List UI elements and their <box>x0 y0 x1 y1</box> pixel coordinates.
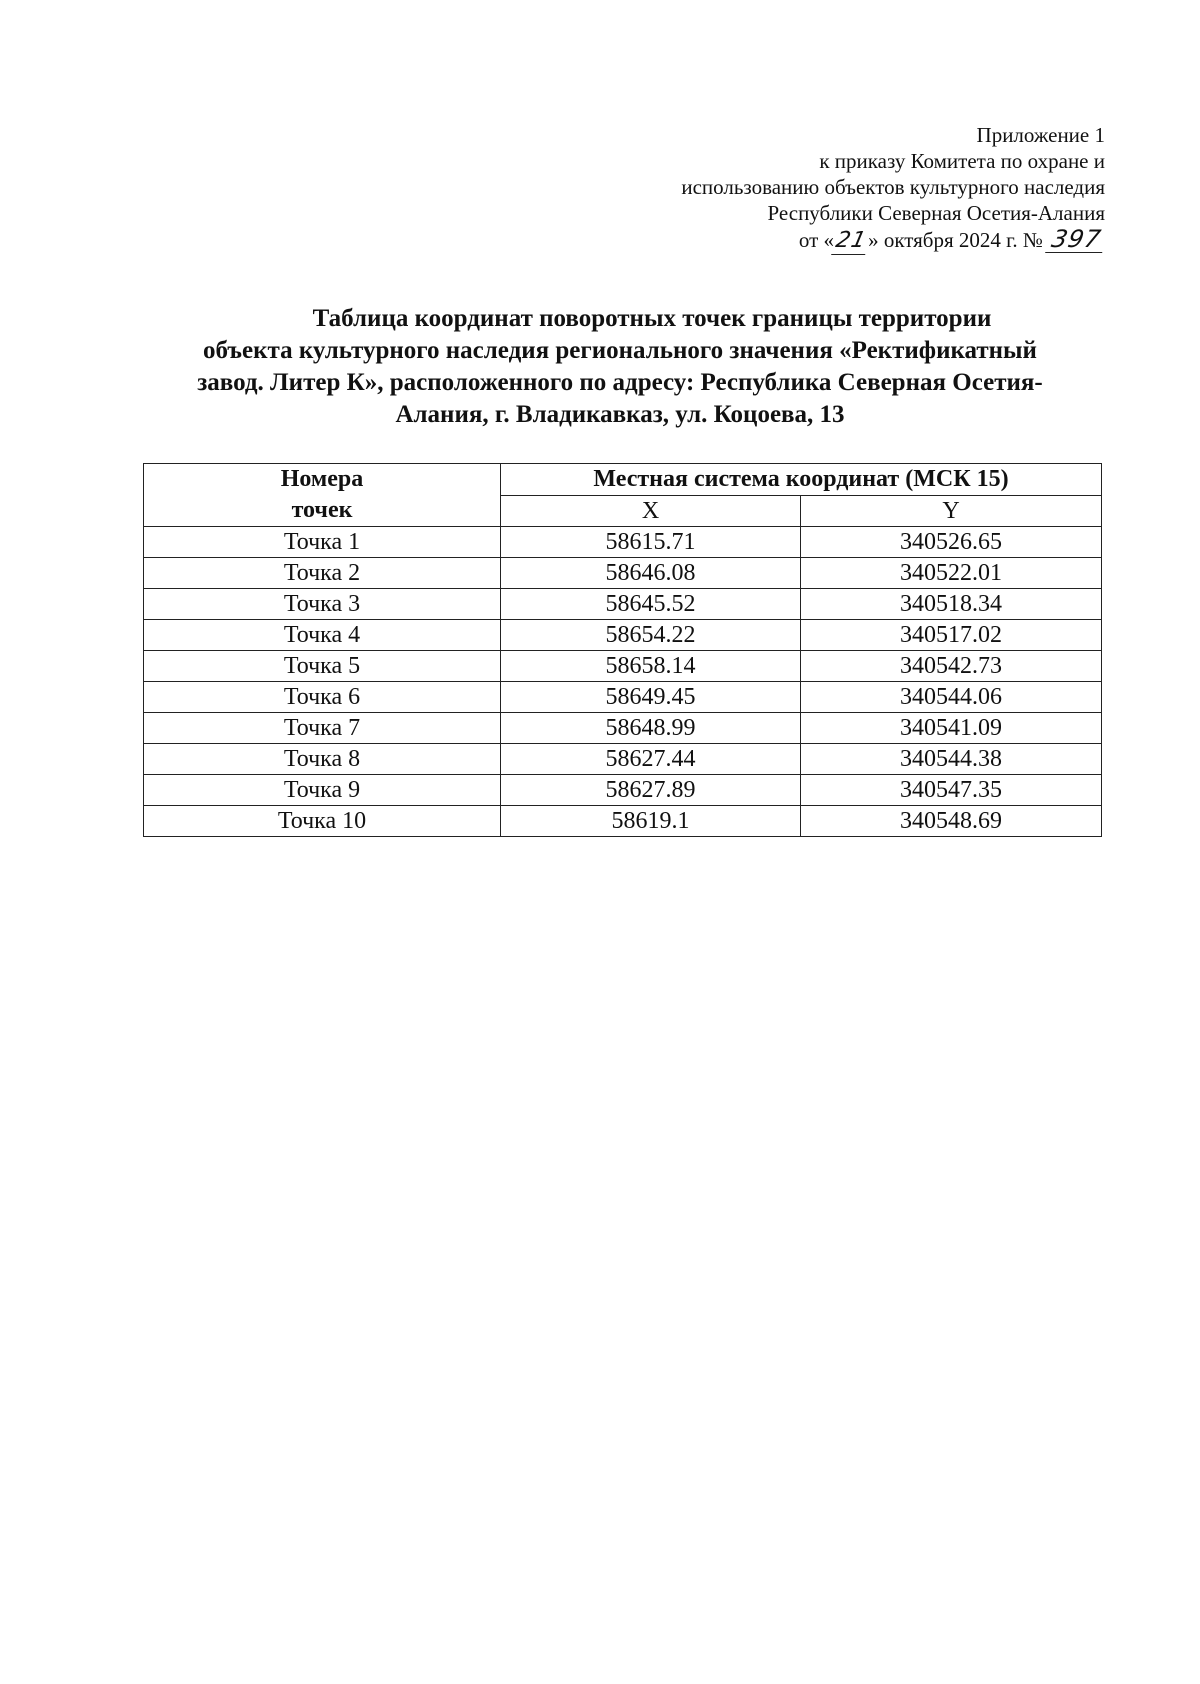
point-x: 58615.71 <box>501 527 801 558</box>
header-x: X <box>501 495 801 527</box>
point-y: 340522.01 <box>801 558 1102 589</box>
handwritten-order-number: 397 <box>1045 226 1108 253</box>
point-name: Точка 10 <box>144 806 501 837</box>
point-y: 340547.35 <box>801 775 1102 806</box>
header-coordinate-system: Местная система координат (МСК 15) <box>501 464 1102 496</box>
point-x: 58645.52 <box>501 589 801 620</box>
point-x: 58654.22 <box>501 620 801 651</box>
date-prefix: от « <box>798 228 835 252</box>
point-x: 58627.89 <box>501 775 801 806</box>
date-middle: » октября 2024 г. № <box>868 228 1043 252</box>
header-points-line1: Номера <box>280 466 364 492</box>
table-row <box>144 682 1102 713</box>
title-line-3: завод. Литер К», расположенного по адресу: Республика Северная Осетия- <box>197 369 1043 396</box>
title-line-1: Таблица координат поворотных точек границы территории <box>312 305 992 332</box>
handwritten-day: 21 <box>831 228 871 255</box>
point-x: 58619.1 <box>501 806 801 837</box>
point-y: 340544.38 <box>801 744 1102 775</box>
table-row <box>144 744 1102 775</box>
title-line-2: объекта культурного наследия регионального значения «Ректификатный <box>203 337 1037 364</box>
table-row <box>144 620 1102 651</box>
header-points-line2: точек <box>291 497 353 523</box>
point-y: 340526.65 <box>801 527 1102 558</box>
appendix-republic: Республики Северная Осетия-Алания <box>767 201 1105 225</box>
point-x: 58649.45 <box>501 682 801 713</box>
table-row <box>144 651 1102 682</box>
point-name: Точка 1 <box>144 527 501 558</box>
point-name: Точка 5 <box>144 651 501 682</box>
point-x: 58648.99 <box>501 713 801 744</box>
point-x: 58627.44 <box>501 744 801 775</box>
point-x: 58658.14 <box>501 651 801 682</box>
point-y: 340544.06 <box>801 682 1102 713</box>
table-row <box>144 558 1102 589</box>
table-row <box>144 713 1102 744</box>
appendix-date-line <box>681 226 1105 255</box>
point-x: 58646.08 <box>501 558 801 589</box>
appendix-order-ref: к приказу Комитета по охране и <box>819 149 1105 173</box>
point-y: 340548.69 <box>801 806 1102 837</box>
point-name: Точка 2 <box>144 558 501 589</box>
title-line-4: Алания, г. Владикавказ, ул. Коцоева, 13 <box>395 401 845 428</box>
table-row <box>144 806 1102 837</box>
coordinates-table <box>143 463 1102 837</box>
appendix-order-ref-2: использованию объектов культурного наследия <box>681 175 1105 199</box>
point-y: 340518.34 <box>801 589 1102 620</box>
table-row <box>144 775 1102 806</box>
point-y: 340517.02 <box>801 620 1102 651</box>
point-name: Точка 6 <box>144 682 501 713</box>
point-y: 340541.09 <box>801 713 1102 744</box>
point-name: Точка 7 <box>144 713 501 744</box>
header-point-numbers <box>144 464 501 527</box>
table-row <box>144 527 1102 558</box>
point-name: Точка 4 <box>144 620 501 651</box>
point-y: 340542.73 <box>801 651 1102 682</box>
appendix-number: Приложение 1 <box>976 123 1105 147</box>
document-title <box>130 303 1110 431</box>
table-row <box>144 589 1102 620</box>
header-y: Y <box>801 495 1102 527</box>
point-name: Точка 8 <box>144 744 501 775</box>
point-name: Точка 3 <box>144 589 501 620</box>
point-name: Точка 9 <box>144 775 501 806</box>
table-header-row <box>144 464 1102 496</box>
appendix-note <box>681 122 1105 255</box>
